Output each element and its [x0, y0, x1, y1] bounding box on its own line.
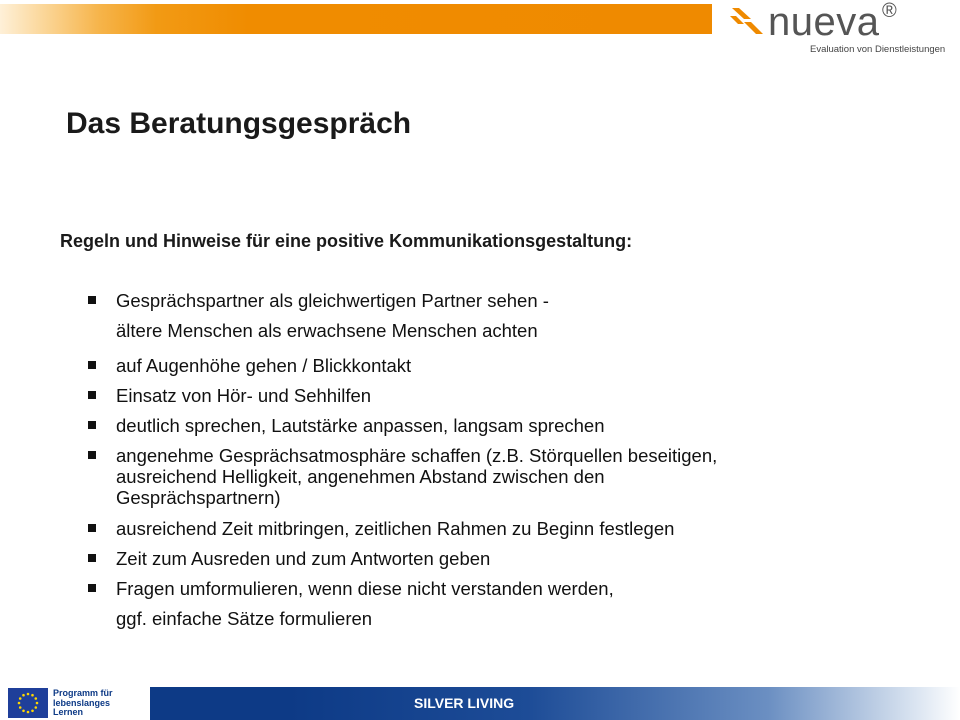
bullet-text: angenehme Gesprächsatmosphäre schaffen (z.B. Störquellen beseitigen, — [116, 445, 718, 466]
bullet-continuation-text: ggf. einfache Sätze formulieren — [116, 608, 373, 629]
bullet-text: Gesprächspartnern) — [116, 487, 281, 508]
bullet-item — [88, 385, 908, 406]
eu-star — [19, 706, 22, 709]
bullet-list — [88, 290, 908, 629]
eu-program-line: Programm für — [53, 688, 113, 698]
bullet-text: Zeit zum Ausreden und zum Antworten geben — [116, 548, 491, 569]
slide-title: Das Beratungsgespräch — [66, 107, 412, 140]
bullet-square-icon — [88, 451, 96, 459]
eu-star — [31, 694, 34, 697]
bullet-item — [88, 415, 908, 436]
eu-star — [18, 702, 21, 705]
slide-subtitle: Regeln und Hinweise für eine positive Kommunikationsgestaltung: — [60, 231, 633, 251]
bullet-item — [88, 578, 908, 629]
eu-star — [19, 697, 22, 700]
eu-program-text — [53, 689, 143, 718]
bullet-square-icon — [88, 361, 96, 369]
bullet-square-icon — [88, 584, 96, 592]
eu-star — [27, 693, 30, 696]
bullet-square-icon — [88, 391, 96, 399]
bullet-continuation-text: ältere Menschen als erwachsene Menschen achten — [116, 320, 538, 341]
eu-star — [22, 694, 25, 697]
bullet-item — [88, 290, 908, 341]
bullet-text: Gesprächspartner als gleichwertigen Partner sehen - — [116, 290, 549, 311]
bullet-item — [88, 548, 908, 569]
eu-star — [31, 709, 34, 712]
eu-program-line: Lernen — [53, 707, 84, 717]
bullet-item — [88, 518, 908, 539]
bullet-text: auf Augenhöhe gehen / Blickkontakt — [116, 355, 412, 376]
bullet-square-icon — [88, 524, 96, 532]
bullet-item — [88, 445, 908, 508]
eu-star — [34, 697, 37, 700]
eu-flag-icon — [8, 688, 48, 718]
bullet-square-icon — [88, 421, 96, 429]
eu-star — [36, 702, 39, 705]
bullet-text: Fragen umformulieren, wenn diese nicht verstanden werden, — [116, 578, 614, 599]
bullet-item — [88, 355, 908, 376]
eu-program-line: lebenslanges — [53, 697, 111, 708]
logo-registered-mark: ® — [882, 0, 897, 22]
bullet-square-icon — [88, 554, 96, 562]
bullet-text: deutlich sprechen, Lautstärke anpassen, langsam sprechen — [116, 415, 605, 436]
bullet-square-icon — [88, 296, 96, 304]
bullet-text: Einsatz von Hör- und Sehhilfen — [116, 385, 372, 406]
nueva-logo-mark-icon — [730, 6, 764, 36]
eu-star — [34, 706, 37, 709]
footer-label: SILVER LIVING — [414, 695, 515, 711]
bullet-text: ausreichend Zeit mitbringen, zeitlichen Rahmen zu Beginn festlegen — [116, 518, 675, 539]
logo-wordmark: nueva — [768, 0, 880, 44]
eu-star — [27, 711, 30, 714]
logo-subtitle: Evaluation von Dienstleistungen — [810, 44, 946, 55]
eu-star — [22, 709, 25, 712]
header-orange-band — [0, 4, 712, 34]
bullet-text: ausreichend Helligkeit, angenehmen Abstand zwischen den — [116, 466, 605, 487]
nueva-logo — [730, 0, 960, 70]
